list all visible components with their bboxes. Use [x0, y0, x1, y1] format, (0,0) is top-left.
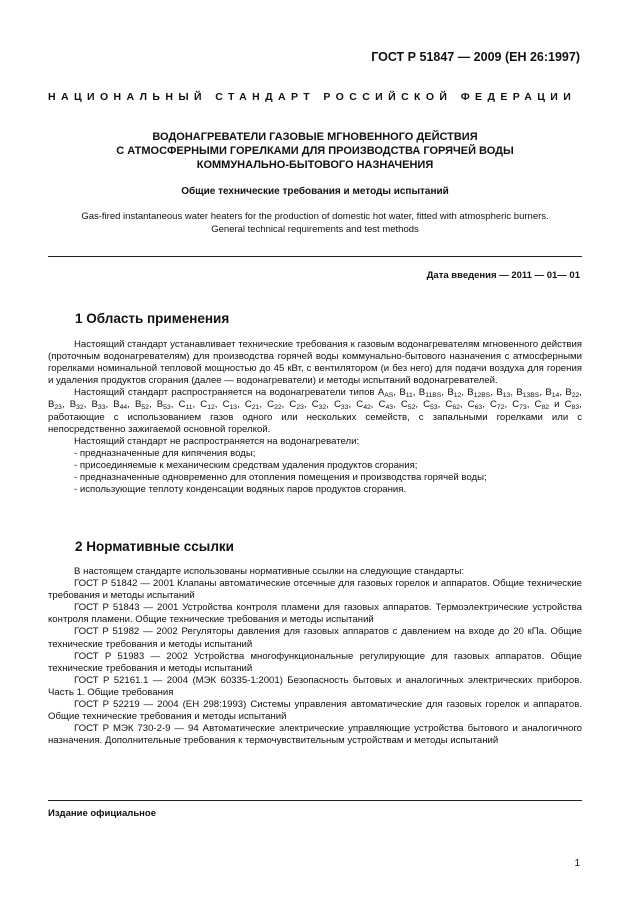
list-item: - предназначенные одновременно для отопления помещения и производства горячей воды; — [74, 472, 487, 484]
heater-type: $C_{52}$ — [400, 399, 416, 412]
section-1-paragraph-2 — [48, 387, 582, 435]
heater-type: $B_{32}$ — [69, 399, 84, 412]
reference-item: ГОСТ Р 51982 — 2002 Регуляторы давления для газовых аппаратов с давлением на входе до 20 кПа. Общие технические требования и методы испытаний — [48, 626, 582, 650]
page-number: 1 — [574, 858, 580, 869]
section-2-intro: В настоящем стандарте использованы нормативные ссылки на следующие стандарты: — [74, 566, 465, 577]
heater-type: $C_{62}$ — [445, 399, 460, 412]
heater-type: $B_{53}$ — [156, 399, 171, 412]
heater-type: $C_{73}$ — [512, 399, 527, 412]
heater-type: $C_{72}$ — [489, 399, 505, 412]
heater-type: $B_{11BS}$ — [418, 387, 442, 400]
heater-type: $C_{21}$ — [244, 399, 260, 412]
reference-item: ГОСТ Р 51843 — 2001 Устройства контроля пламени для газовых аппаратов. Термоэлектрические устройства контроля пламени. Общие технические требования и методы испытаний — [48, 602, 582, 626]
title-line-2: С АТМОСФЕРНЫМИ ГОРЕЛКАМИ ДЛЯ ПРОИЗВОДСТВА ГОРЯЧЕЙ ВОДЫ — [116, 145, 514, 157]
heater-type: $B_{44}$ — [113, 399, 128, 412]
heater-type: $C_{63}$ — [467, 399, 483, 412]
heater-type: $B_{11}$ — [399, 387, 413, 400]
title-line-3: КОММУНАЛЬНО-БЫТОВОГО НАЗНАЧЕНИЯ — [196, 159, 434, 171]
reference-item: ГОСТ Р 52161.1 — 2004 (МЭК 60335-1:2001) Безопасность бытовых и аналогичных электрических приборов. Часть 1. Общие требования — [48, 674, 582, 698]
reference-item: ГОСТ Р МЭК 730-2-9 — 94 Автоматические электрические управляющие устройства бытового и аналогичного назначения. Дополнительные требования к термочувствительным устройствам и методы испытаний — [48, 723, 582, 747]
heater-type: $B_{13BS}$ — [516, 387, 540, 400]
heater-type: $C_{53}$ — [423, 399, 438, 412]
document-title — [60, 130, 570, 172]
list-item: - использующие теплоту конденсации водяных паров продуктов сгорания. — [74, 484, 407, 496]
heater-type: $C_{12}$ — [200, 399, 215, 412]
heater-type: $C_{82}$ — [534, 399, 549, 412]
introduction-date: Дата введения — 2011 — 01— 01 — [426, 270, 580, 281]
english-title — [50, 210, 580, 236]
heater-type: $B_{22}$ — [565, 387, 580, 400]
section-1-heading: 1 Область применения — [75, 311, 230, 326]
heater-type: $B_{14}$ — [545, 387, 560, 400]
national-standard-banner: НАЦИОНАЛЬНЫЙ СТАНДАРТ РОССИЙСКОЙ ФЕДЕРАЦИИ — [48, 91, 577, 103]
english-title-line-1: Gas-fired instantaneous water heaters for the production of domestic hot water, fitted with atmospheric burners. — [81, 211, 549, 222]
document-subtitle: Общие технические требования и методы испытаний — [181, 186, 449, 197]
heater-type: $C_{42}$ — [356, 399, 371, 412]
title-divider — [48, 256, 582, 257]
heater-type: $C_{22}$ — [267, 399, 282, 412]
heater-type: $C_{13}$ — [222, 399, 238, 412]
title-line-1: ВОДОНАГРЕВАТЕЛИ ГАЗОВЫЕ МГНОВЕННОГО ДЕЙСТВИЯ — [152, 131, 478, 143]
section-2-body — [48, 566, 582, 747]
heater-type: $A_{AS}$ — [377, 387, 394, 400]
english-title-line-2: General technical requirements and test methods — [211, 224, 419, 235]
heater-type: $B_{12}$ — [447, 387, 462, 400]
section-2-heading: 2 Нормативные ссылки — [75, 539, 234, 554]
heater-type: $C_{32}$ — [311, 399, 327, 412]
heater-type: $B_{33}$ — [91, 399, 106, 412]
heater-types-list: $A_{AS}$, $B_{11}$, $B_{11BS}$, $B_{12}$, $B_{12BS}$, $B_{13}$, $B_{13BS}$, $B_{14}$, $B_{22}$, $B_{23}$, $B_{32}$, $B_{33}$, $B_{44}$, $B_{52}$, $B_{53}$, $C_{11}$, $C_{12}$, $C_{13}$, $C_{21}$, $C_{22}$, $C_{23}$, $C_{32}$, $C_{33}$, $C_{42}$, $C_{43}$, $C_{52}$, $C_{53}$, $C_{62}$, $C_{63}$, $C_{72}$, $C_{73}$, $C_{82}$ — [48, 387, 582, 412]
heater-type: $C_{33}$ — [333, 399, 349, 412]
heater-type: $B_{52}$ — [135, 399, 149, 412]
heater-type: $C_{11}$ — [178, 399, 193, 412]
types-and: и — [554, 399, 565, 411]
section-1-paragraph-1: Настоящий стандарт устанавливает технические требования к газовым водонагревателям мгновенного действия (проточным водонагревателям) для производства горячей воды коммунально-бытового назначения с атмосферными горелками номинальной тепловой мощностью до 45 кВт, с вентилятором (и без него) для подачи воздуха для горения и удаления продуктов сгорания (далее — водонагреватели) и методы испытаний водонагревателей. — [48, 339, 582, 387]
heater-type: $B_{13}$ — [496, 387, 511, 400]
official-edition-label: Издание официальное — [48, 808, 156, 819]
heater-type: $C_{23}$ — [289, 399, 304, 412]
list-item: - присоединяемые к механическим средствам удаления продуктов сгорания; — [74, 459, 418, 471]
footer-divider — [48, 800, 582, 801]
section-1-body — [48, 339, 582, 496]
section-1-paragraph-3: Настоящий стандарт не распространяется на водонагреватели: — [74, 435, 360, 447]
types-intro: Настоящий стандарт распространяется на водонагреватели типов — [74, 387, 378, 399]
heater-type: $B_{12BS}$ — [467, 387, 491, 400]
types-tail: , работающие с использованием газов одного или нескольких семейств, с запальными горелками или с непосредственно зажигаемой основной горелкой. — [48, 399, 582, 435]
heater-type: $C_{43}$ — [378, 399, 394, 412]
heater-type-last: $C_{83}$ — [564, 399, 580, 412]
standard-code: ГОСТ Р 51847 — 2009 (ЕН 26:1997) — [371, 50, 580, 64]
list-item: - предназначенные для кипячения воды; — [74, 447, 256, 459]
reference-item: ГОСТ Р 52219 — 2004 (ЕН 298:1993) Системы управления автоматические для газовых горелок и аппаратов. Общие технические требования и методы испытаний — [48, 699, 582, 723]
reference-item: ГОСТ Р 51842 — 2001 Клапаны автоматические отсечные для газовых горелок и аппаратов. Общие технические требования и методы испытаний — [48, 578, 582, 602]
reference-item: ГОСТ Р 51983 — 2002 Устройства многофункциональные регулирующие для газовых аппаратов. Общие технические требования и методы испытаний — [48, 650, 582, 674]
heater-type: $B_{23}$ — [48, 399, 62, 412]
